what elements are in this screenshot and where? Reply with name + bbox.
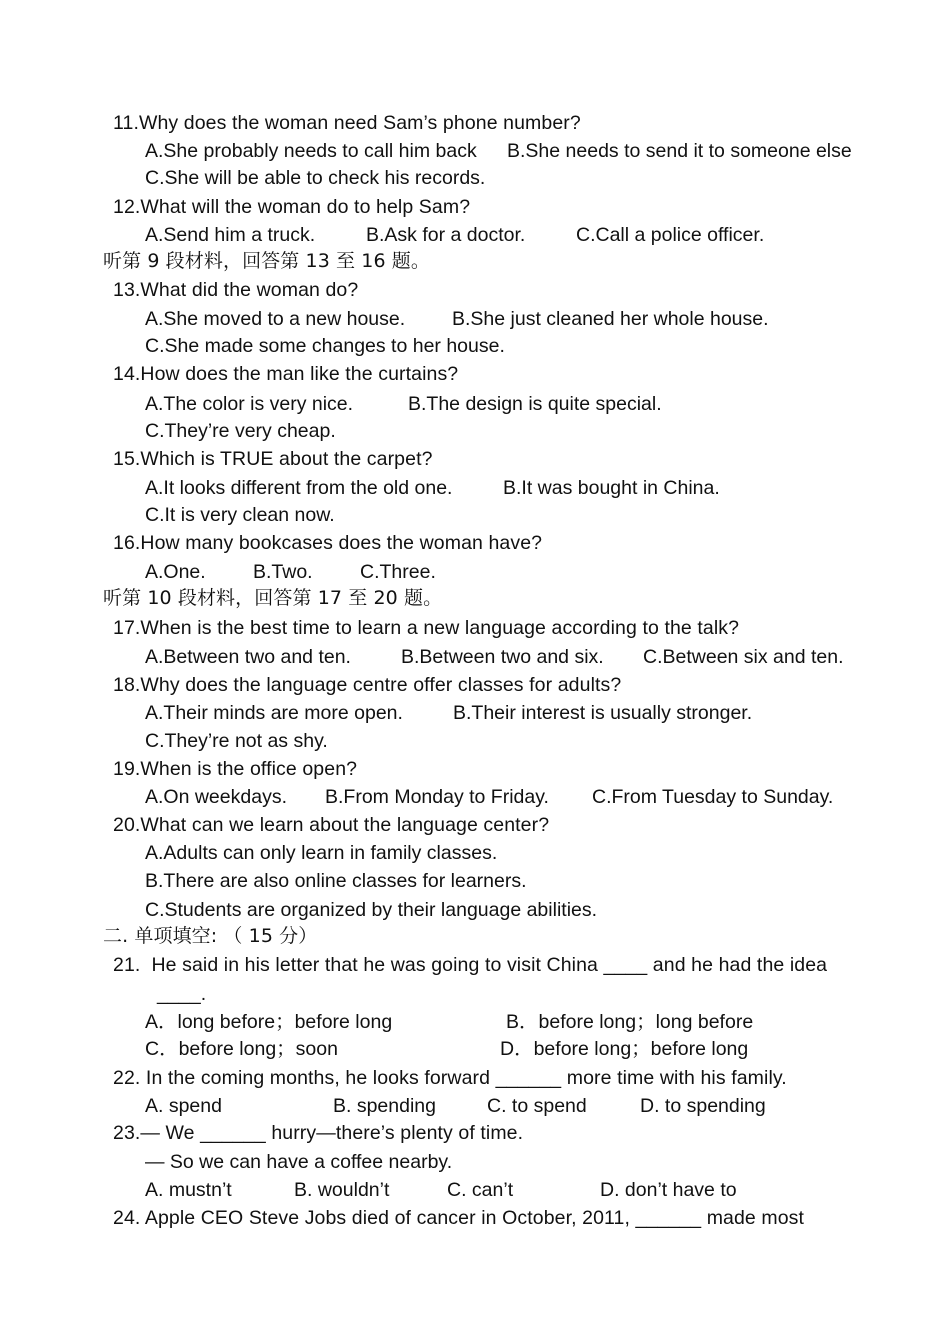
- question-16-option-c: C.Three.: [360, 561, 436, 583]
- question-19-stem: 19.When is the office open?: [113, 758, 358, 780]
- question-16-option-b: B.Two.: [253, 561, 313, 583]
- question-21-stem-continued: ____.: [157, 983, 207, 1005]
- question-11-option-c: C.She will be able to check his records.: [145, 167, 486, 189]
- question-18-option-c: C.They’re not as shy.: [145, 730, 328, 752]
- question-13-option-b: B.She just cleaned her whole house.: [452, 308, 769, 330]
- question-17-option-a: A.Between two and ten.: [145, 646, 351, 668]
- question-17-option-b: B.Between two and six.: [401, 646, 604, 668]
- question-21-option-d: D．before long；before long: [500, 1038, 749, 1060]
- question-21-option-b: B．before long；long before: [506, 1011, 754, 1033]
- question-19-option-a: A.On weekdays.: [145, 786, 287, 808]
- question-16-option-a: A.One.: [145, 561, 206, 583]
- question-22-option-b: B. spending: [333, 1095, 436, 1117]
- question-22-option-c: C. to spend: [487, 1095, 587, 1117]
- question-17-option-c: C.Between six and ten.: [643, 646, 844, 668]
- question-21-option-a: A．long before；before long: [145, 1011, 393, 1033]
- question-13-option-c: C.She made some changes to her house.: [145, 335, 505, 357]
- question-18-option-a: A.Their minds are more open.: [145, 702, 403, 724]
- section-9-heading: 听第 9 段材料，回答第 13 至 16 题。: [103, 250, 430, 272]
- question-14-option-a: A.The color is very nice.: [145, 393, 354, 415]
- question-15-option-a: A.It looks different from the old one.: [145, 477, 453, 499]
- question-21-option-c: C．before long；soon: [145, 1038, 338, 1060]
- section-10-heading: 听第 10 段材料，回答第 17 至 20 题。: [103, 587, 443, 609]
- question-12-option-b: B.Ask for a doctor.: [366, 224, 526, 246]
- question-13-stem: 13.What did the woman do?: [113, 279, 359, 301]
- question-22-option-a: A. spend: [145, 1095, 222, 1117]
- question-14-option-b: B.The design is quite special.: [408, 393, 662, 415]
- question-12-stem: 12.What will the woman do to help Sam?: [113, 196, 471, 218]
- question-22-stem: 22. In the coming months, he looks forward ______ more time with his family.: [113, 1067, 787, 1089]
- question-14-option-c: C.They’re very cheap.: [145, 420, 336, 442]
- question-12-option-a: A.Send him a truck.: [145, 224, 316, 246]
- question-23-option-a: A. mustn’t: [145, 1179, 232, 1201]
- question-18-option-b: B.Their interest is usually stronger.: [453, 702, 753, 724]
- question-19-option-b: B.From Monday to Friday.: [325, 786, 549, 808]
- question-20-option-a: A.Adults can only learn in family classes.: [145, 842, 498, 864]
- question-15-option-b: B.It was bought in China.: [503, 477, 720, 499]
- question-15-stem: 15.Which is TRUE about the carpet?: [113, 448, 433, 470]
- question-17-stem: 17.When is the best time to learn a new language according to the talk?: [113, 617, 740, 639]
- question-23-stem: 23.— We ______ hurry—there’s plenty of time.: [113, 1122, 524, 1144]
- question-12-option-c: C.Call a police officer.: [576, 224, 765, 246]
- question-11-stem: 11.Why does the woman need Sam’s phone number?: [113, 112, 581, 134]
- question-13-option-a: A.She moved to a new house.: [145, 308, 406, 330]
- question-14-stem: 14.How does the man like the curtains?: [113, 363, 459, 385]
- question-22-option-d: D. to spending: [640, 1095, 766, 1117]
- question-23-option-c: C. can’t: [447, 1179, 514, 1201]
- question-24-stem: 24. Apple CEO Steve Jobs died of cancer in October, 2011, ______ made most: [113, 1207, 805, 1229]
- question-19-option-c: C.From Tuesday to Sunday.: [592, 786, 834, 808]
- question-18-stem: 18.Why does the language centre offer classes for adults?: [113, 674, 622, 696]
- question-15-option-c: C.It is very clean now.: [145, 504, 335, 526]
- question-23-reply: — So we can have a coffee nearby.: [145, 1151, 453, 1173]
- question-11-option-b: B.She needs to send it to someone else: [507, 140, 852, 162]
- question-21-stem: 21. He said in his letter that he was going to visit China ____ and he had the idea: [113, 954, 828, 976]
- question-23-option-d: D. don’t have to: [600, 1179, 737, 1201]
- part-2-heading: 二. 单项填空: （ 15 分）: [103, 925, 318, 947]
- question-20-stem: 20.What can we learn about the language center?: [113, 814, 550, 836]
- question-11-option-a: A.She probably needs to call him back: [145, 140, 477, 162]
- question-16-stem: 16.How many bookcases does the woman have?: [113, 532, 543, 554]
- question-20-option-b: B.There are also online classes for learners.: [145, 870, 527, 892]
- question-20-option-c: C.Students are organized by their language abilities.: [145, 899, 598, 921]
- question-23-option-b: B. wouldn’t: [294, 1179, 390, 1201]
